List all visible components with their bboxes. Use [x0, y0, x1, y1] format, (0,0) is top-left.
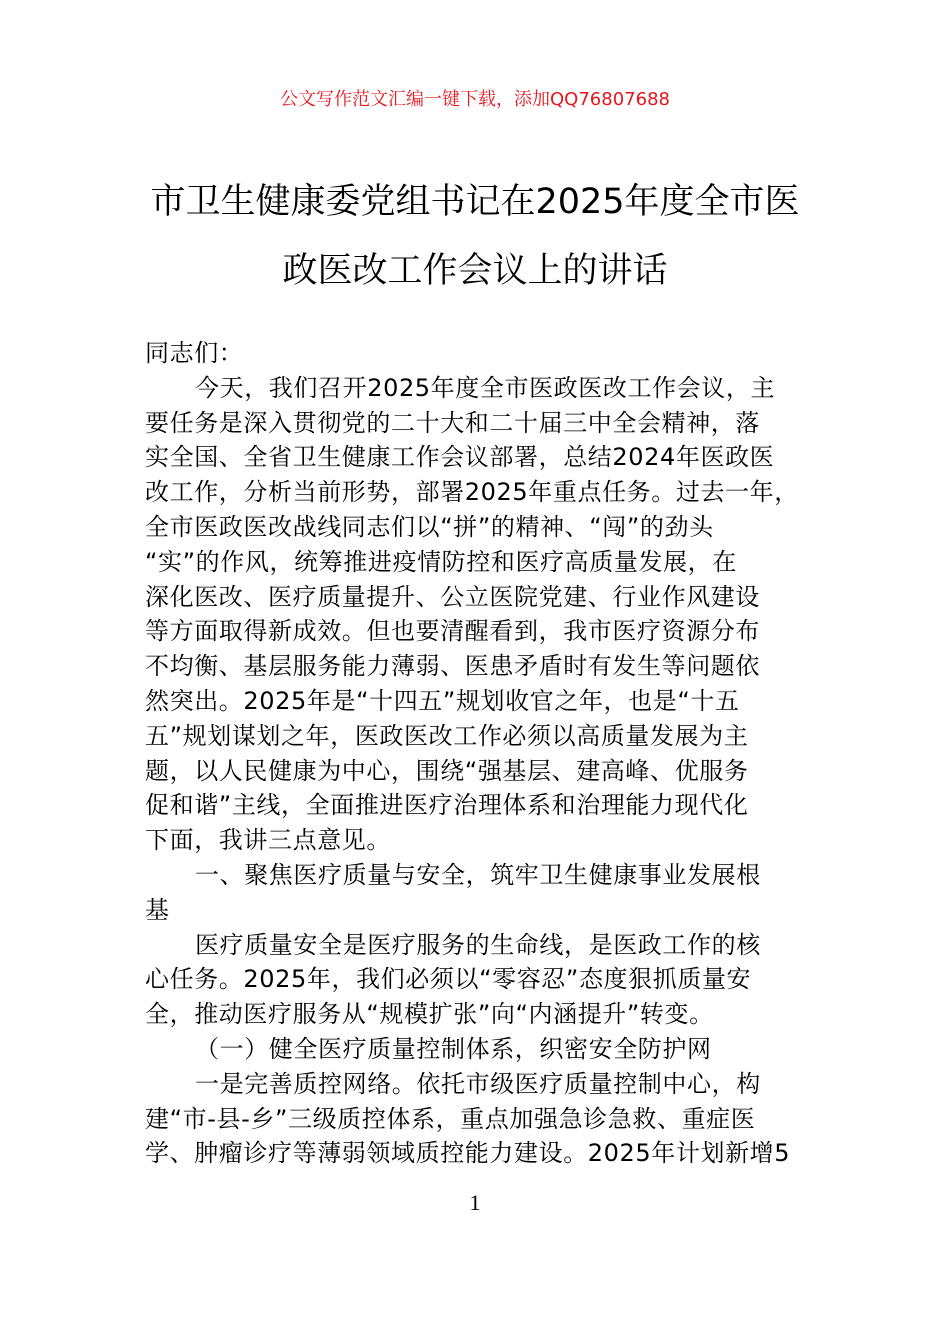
body-text-line: 医疗质量安全是医疗服务的生命线，是医政工作的核 — [195, 930, 761, 959]
body-text-line: 要任务是深入贯彻党的二十大和二十届三中全会精神，落 — [145, 408, 760, 437]
body-text-line: 心任务。2025年，我们必须以“零容忍”态度狠抓质量安 — [145, 965, 752, 994]
body-text-line: 基 — [145, 895, 170, 924]
body-text-line: 促和谐”主线，全面推进医疗治理体系和治理能力现代化 — [145, 791, 749, 820]
body-text-line: 题，以人民健康为中心，围绕“强基层、建高峰、优服务 — [145, 756, 749, 785]
document-body — [145, 336, 835, 1171]
body-text-line: （一）健全医疗质量控制体系，织密安全防护网 — [195, 1034, 712, 1063]
body-text-line: 学、肿瘤诊疗等薄弱领域质控能力建设。2025年计划新增5 — [145, 1139, 791, 1168]
download-notice: 公文写作范文汇编一键下载，添加QQ76807688 — [280, 89, 670, 110]
body-text-line: 全，推动医疗服务从“规模扩张”向“内涵提升”转变。 — [145, 1000, 714, 1029]
document-title-line-2: 政医改工作会议上的讲话 — [282, 251, 668, 291]
body-text-line: 实全国、全省卫生健康工作会议部署，总结2024年医政医 — [145, 443, 775, 472]
body-text-line: “实”的作风，统筹推进疫情防控和医疗高质量发展，在 — [145, 547, 737, 576]
document-title-line-1: 市卫生健康委党组书记在2025年度全市医 — [150, 182, 800, 222]
body-text-line: 然突出。2025年是“十四五”规划收官之年，也是“十五 — [145, 686, 740, 715]
body-text-line: 五”规划谋划之年，医政医改工作必须以高质量发展为主 — [145, 721, 749, 750]
body-text-line: 改工作，分析当前形势，部署2025年重点任务。过去一年， — [145, 478, 799, 507]
body-text-line: 深化医改、医疗质量提升、公立医院党建、行业作风建设 — [145, 582, 760, 611]
body-text-line: 建“市-县-乡”三级质控体系，重点加强急诊急救、重症医 — [145, 1104, 756, 1133]
body-text-line: 下面，我讲三点意见。 — [145, 826, 391, 855]
body-text-line: 不均衡、基层服务能力薄弱、医患矛盾时有发生等问题依 — [145, 652, 760, 681]
body-text-line: 一、聚焦医疗质量与安全，筑牢卫生健康事业发展根 — [195, 860, 761, 889]
body-text-line: 同志们： — [145, 339, 244, 367]
body-text-line: 等方面取得新成效。但也要清醒看到，我市医疗资源分布 — [145, 617, 760, 646]
page-number: 1 — [469, 1190, 481, 1215]
body-text-line: 今天，我们召开2025年度全市医政医改工作会议，主 — [195, 373, 776, 402]
body-text-line: 全市医政医改战线同志们以“拼”的精神、“闯”的劲头 — [145, 512, 714, 541]
body-text-line: 一是完善质控网络。依托市级医疗质量控制中心，构 — [195, 1069, 761, 1098]
